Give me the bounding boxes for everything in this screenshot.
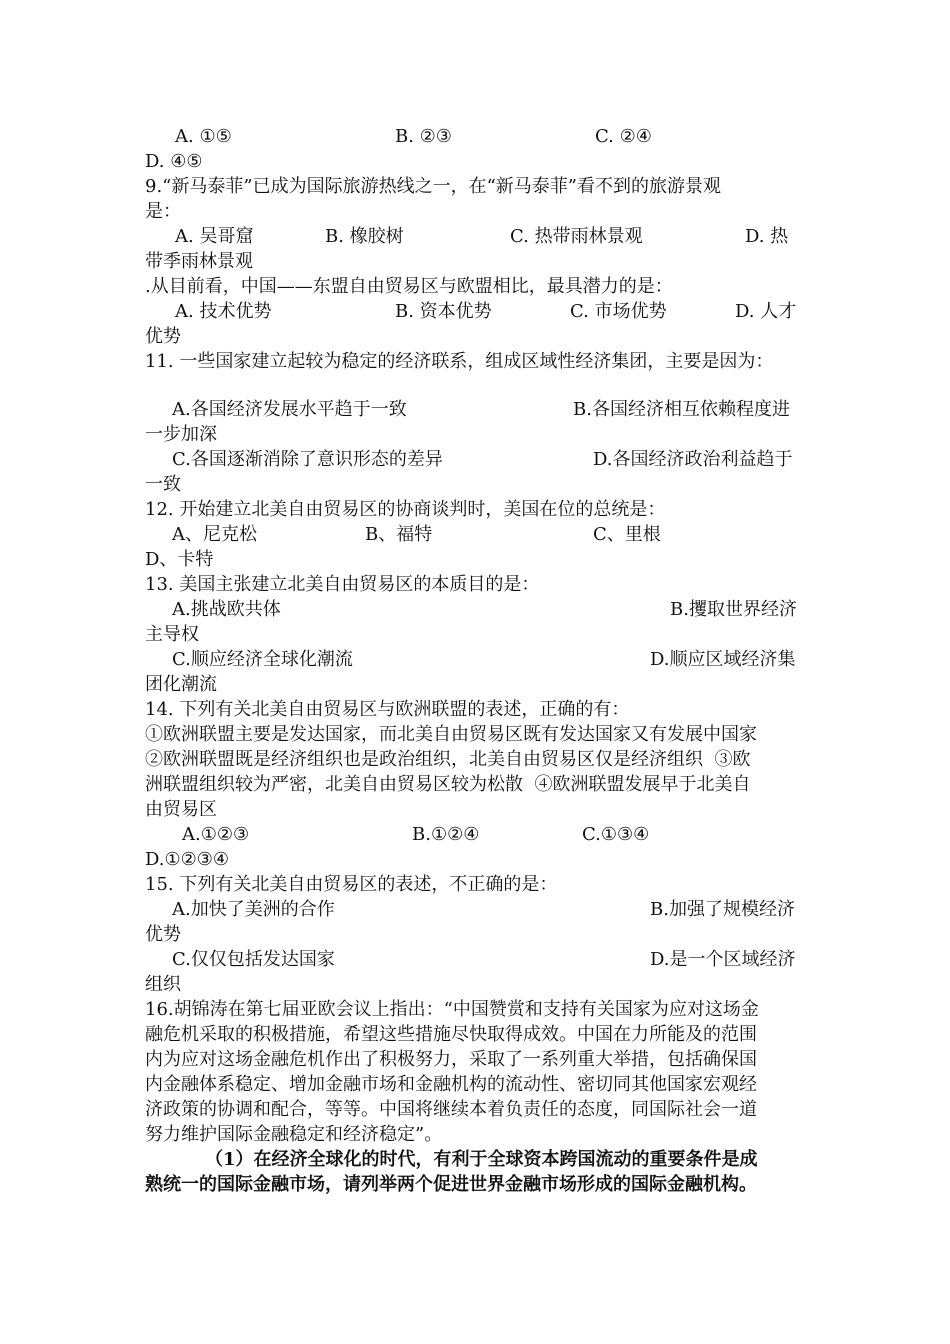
q12-stem: 12. 开始建立北美自由贸易区的协商谈判时，美国在位的总统是： — [145, 499, 666, 520]
q14-stem: 14. 下列有关北美自由贸易区与欧洲联盟的表述，正确的有： — [145, 699, 630, 720]
q16-paragraph-line-1: 16.胡锦涛在第七届亚欧会议上指出：“中国赞赏和支持有关国家为应对这场金 — [145, 999, 759, 1020]
q14-statement-line-1: ①欧洲联盟主要是发达国家，而北美自由贸易区既有发达国家又有发展中国家 — [145, 724, 757, 745]
q15-option-d: D.是一个区域经济 — [650, 949, 796, 970]
q11-option-d-continued: 一致 — [145, 474, 181, 495]
q15-stem: 15. 下列有关北美自由贸易区的表述，不正确的是： — [145, 874, 558, 895]
q10-option-b: B. 资本优势 — [395, 301, 492, 322]
q13-option-b-continued: 主导权 — [145, 624, 199, 645]
q14-options-row — [145, 822, 815, 847]
q11-options-row-1 — [145, 397, 815, 422]
q16-paragraph-line-5: 济政策的协调和配合，等等。中国将继续本着负责任的态度，同国际社会一道 — [145, 1099, 757, 1120]
q9-option-d: D. 热 — [745, 226, 789, 247]
q11-option-c: C.各国逐渐消除了意识形态的差异 — [172, 449, 443, 470]
q13-option-c: C.顺应经济全球化潮流 — [172, 649, 353, 670]
q12-options-row — [145, 522, 815, 547]
q9-stem-line-1: 9.“新马泰菲”已成为国际旅游热线之一，在“新马泰菲”看不到的旅游景观 — [145, 176, 721, 197]
q16-paragraph-line-2: 融危机采取的积极措施，希望这些措施尽快取得成效。中国在力所能及的范围 — [145, 1024, 757, 1045]
q14-statement-line-3: 洲联盟组织较为严密，北美自由贸易区较为松散 ④欧洲联盟发展早于北美自 — [145, 774, 751, 795]
q13-option-b: B.攫取世界经济 — [670, 599, 797, 620]
q8-option-a: A. ①⑤ — [175, 126, 232, 147]
q8-option-d: D. ④⑤ — [145, 151, 203, 172]
q9-options-row — [145, 224, 815, 249]
q12-option-a: A、尼克松 — [172, 524, 257, 545]
q11-option-b: B.各国经济相互依赖程度进 — [573, 399, 790, 420]
q15-option-b: B.加强了规模经济 — [650, 899, 795, 920]
q16-subquestion-1-line-2: 熟统一的国际金融市场，请列举两个促进世界金融市场形成的国际金融机构。 — [145, 1174, 757, 1195]
q15-option-d-continued: 组织 — [145, 974, 181, 995]
q10-option-c: C. 市场优势 — [570, 301, 667, 322]
q11-option-d: D.各国经济政治利益趋于 — [593, 449, 793, 470]
q16-paragraph-line-3: 内为应对这场金融危机作出了积极努力，采取了一系列重大举措，包括确保国 — [145, 1049, 757, 1070]
q15-options-row-2 — [145, 947, 815, 972]
q12-option-c: C、里根 — [593, 524, 661, 545]
q13-option-d-continued: 团化潮流 — [145, 674, 217, 695]
q15-options-row-1 — [145, 897, 815, 922]
q14-option-b: B.①②④ — [412, 824, 480, 845]
q9-option-a: A. 吴哥窟 — [175, 226, 254, 247]
q10-stem: .从目前看，中国——东盟自由贸易区与欧盟相比，最具潜力的是： — [145, 276, 673, 297]
q15-option-c: C.仅仅包括发达国家 — [172, 949, 335, 970]
q16-subquestion-1-line-1: （1）在经济全球化的时代，有利于全球资本跨国流动的重要条件是成 — [205, 1149, 758, 1170]
q10-option-a: A. 技术优势 — [175, 301, 272, 322]
q15-option-b-continued: 优势 — [145, 924, 181, 945]
q9-option-b: B. 橡胶树 — [325, 226, 404, 247]
q13-options-row-2 — [145, 647, 815, 672]
q14-option-d: D.①②③④ — [145, 849, 230, 870]
q8-options-row — [145, 124, 815, 149]
q11-stem: 11. 一些国家建立起较为稳定的经济联系，组成区域性经济集团，主要是因为： — [145, 351, 774, 372]
q16-paragraph-line-6: 努力维护国际金融稳定和经济稳定”。 — [145, 1124, 443, 1145]
q14-option-c: C.①③④ — [582, 824, 650, 845]
q13-option-d: D.顺应区域经济集 — [650, 649, 796, 670]
q14-option-a: A.①②③ — [182, 824, 250, 845]
q8-option-c: C. ②④ — [595, 126, 652, 147]
q12-option-d: D、卡特 — [145, 549, 214, 570]
q16-paragraph-line-4: 内金融体系稳定、增加金融市场和金融机构的流动性、密切同其他国家宏观经 — [145, 1074, 757, 1095]
q11-options-row-2 — [145, 447, 815, 472]
q13-stem: 13. 美国主张建立北美自由贸易区的本质目的是： — [145, 574, 540, 595]
q10-options-row — [145, 299, 815, 324]
q14-statement-line-4: 由贸易区 — [145, 799, 217, 820]
q8-option-b: B. ②③ — [395, 126, 452, 147]
q9-stem-line-2: 是： — [145, 201, 181, 222]
q11-option-b-continued: 一步加深 — [145, 424, 217, 445]
q13-options-row-1 — [145, 597, 815, 622]
q9-option-d-continued: 带季雨林景观 — [145, 251, 253, 272]
q10-option-d-continued: 优势 — [145, 326, 181, 347]
q11-option-a: A.各国经济发展水平趋于一致 — [172, 399, 407, 420]
q9-option-c: C. 热带雨林景观 — [510, 226, 643, 247]
q14-statement-line-2: ②欧洲联盟既是经济组织也是政治组织，北美自由贸易区仅是经济组织 ③欧 — [145, 749, 751, 770]
q10-option-d: D. 人才 — [735, 301, 797, 322]
q15-option-a: A.加快了美洲的合作 — [172, 899, 335, 920]
q12-option-b: B、福特 — [365, 524, 433, 545]
q13-option-a: A.挑战欧共体 — [172, 599, 281, 620]
